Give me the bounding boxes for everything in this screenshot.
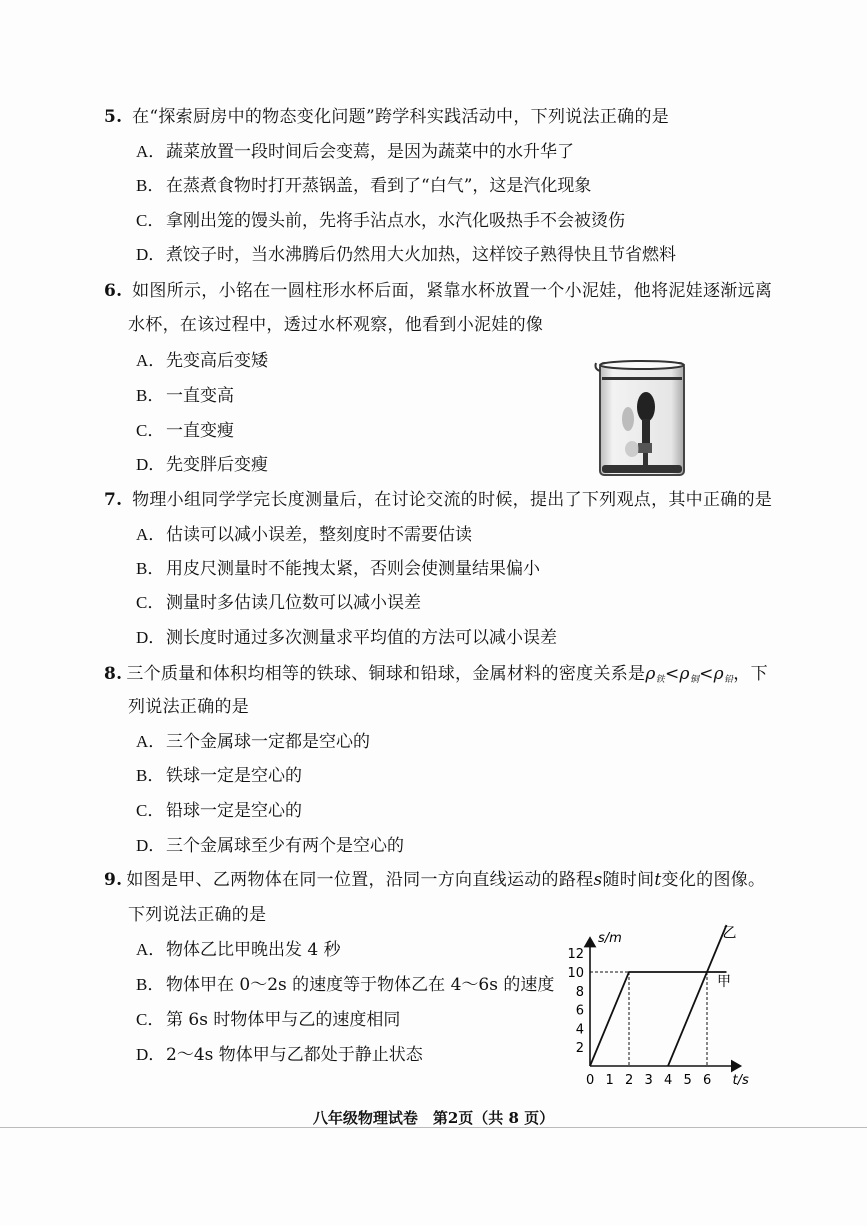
q9-option-b: B．物体甲在 0～2s 的速度等于物体乙在 4～6s 的速度 <box>136 975 555 995</box>
q7-option-d: D．测长度时通过多次测量求平均值的方法可以减小误差 <box>136 628 557 648</box>
q6-stem <box>104 281 772 301</box>
q8-option-b: B．铁球一定是空心的 <box>136 766 302 786</box>
series-label-jia: 甲 <box>717 974 731 990</box>
q9-var-t: t <box>654 870 662 890</box>
rho-iron: $\rho_铁$ <box>645 664 665 685</box>
rho-copper: $\rho_铜$ <box>679 664 700 685</box>
x-tick-label: 1 <box>605 1073 614 1088</box>
q6-option-b: B．一直变高 <box>136 386 234 406</box>
x-tick-label: 3 <box>644 1073 653 1088</box>
q7-stem-text: 物理小组同学学完长度测量后，在讨论交流的时候，提出了下列观点，其中正确的是 <box>132 490 773 510</box>
q7-option-c: C．测量时多估读几位数可以减小误差 <box>136 593 421 613</box>
x-axis-label: t/s <box>732 1073 749 1088</box>
q7-option-b: B．用皮尺测量时不能拽太紧，否则会使测量结果偏小 <box>136 559 540 579</box>
less-than-2: < <box>699 664 714 684</box>
q6-option-d: D．先变胖后变瘦 <box>136 455 268 475</box>
q9-option-c: C．第 6s 时物体甲与乙的速度相同 <box>136 1010 401 1030</box>
q6-option-c: C．一直变瘦 <box>136 421 234 441</box>
series-line-1 <box>668 925 727 1066</box>
q7-number: 7. <box>104 490 123 510</box>
q5-option-a: A．蔬菜放置一段时间后会变蔫，是因为蔬菜中的水升华了 <box>136 142 574 162</box>
q9-stem-text-b: 随时间 <box>602 870 655 890</box>
q5-number: 5. <box>104 107 123 127</box>
x-tick-label: 5 <box>683 1073 692 1088</box>
y-tick-label: 6 <box>575 1003 584 1019</box>
q9-stem-text-c: 变化的图像。 <box>661 870 766 890</box>
y-tick-label: 10 <box>567 966 584 981</box>
q7-stem <box>104 490 772 510</box>
series-label-yi: 乙 <box>722 925 737 942</box>
q7-option-a: A．估读可以减小误差，整刻度时不需要估读 <box>136 525 472 545</box>
page-footer: 八年级物理试卷 第2页（共 8 页） <box>312 1109 555 1127</box>
y-tick-label: 2 <box>575 1041 584 1057</box>
q8-option-a: A．三个金属球一定都是空心的 <box>136 732 370 752</box>
q5-stem-text: 在“探索厨房中的物态变化问题”跨学科实践活动中，下列说法正确的是 <box>132 107 670 127</box>
q5-option-b: B．在蒸煮食物时打开蒸锅盖，看到了“白气”，这是汽化现象 <box>136 176 592 196</box>
q8-stem <box>104 664 768 690</box>
q6-stem-text-2: 水杯，在该过程中，透过水杯观察，他看到小泥娃的像 <box>128 315 544 335</box>
series-line-0 <box>590 972 727 1066</box>
q8-number: 8. <box>104 664 123 684</box>
q5-option-d: D．煮饺子时，当水沸腾后仍然用大火加热，这样饺子熟得快且节省燃料 <box>136 245 676 265</box>
q9-stem <box>104 870 765 890</box>
q9-stem-text-d: 下列说法正确的是 <box>128 905 267 925</box>
y-tick-label: 4 <box>575 1022 584 1038</box>
q5-stem <box>104 107 669 127</box>
cup-with-doll-photo <box>594 357 690 481</box>
rho-lead: $\rho_铅$ <box>713 664 734 685</box>
q8-stem-text-c: 列说法正确的是 <box>128 697 250 717</box>
x-tick-label: 4 <box>664 1073 673 1088</box>
q9-option-d: D．2～4s 物体甲与乙都处于静止状态 <box>136 1045 423 1065</box>
q9-option-a: A．物体乙比甲晚出发 4 秒 <box>136 940 341 960</box>
less-than-1: < <box>664 664 680 684</box>
x-tick-label: 0 <box>586 1073 595 1088</box>
y-tick-label: 8 <box>575 984 584 1000</box>
x-tick-label: 6 <box>703 1073 712 1088</box>
q8-option-d: D．三个金属球至少有两个是空心的 <box>136 836 404 856</box>
q8-stem-text-a: 三个质量和体积均相等的铁球、铜球和铅球，金属材料的密度关系是 <box>126 664 646 684</box>
q6-stem-text-1: 如图所示，小铭在一圆柱形水杯后面，紧靠水杯放置一个小泥娃，他将泥娃逐渐远离 <box>132 281 773 301</box>
q9-var-s: s <box>593 870 603 890</box>
q9-number: 9. <box>104 870 123 890</box>
q8-option-c: C．铅球一定是空心的 <box>136 801 302 821</box>
q9-stem-text-a: 如图是甲、乙两物体在同一位置，沿同一方向直线运动的路程 <box>126 870 594 890</box>
x-tick-label: 2 <box>625 1073 634 1088</box>
q6-number: 6. <box>104 281 123 301</box>
y-axis-label: s/m <box>598 930 622 946</box>
q6-option-a: A．先变高后变矮 <box>136 351 268 371</box>
y-tick-label: 12 <box>567 947 584 963</box>
q5-option-c: C．拿刚出笼的馒头前，先将手沾点水，水汽化吸热手不会被烫伤 <box>136 211 625 231</box>
q8-stem-text-b: ，下 <box>733 664 768 684</box>
footer-divider <box>0 1127 867 1128</box>
s-t-graph <box>560 912 760 1092</box>
